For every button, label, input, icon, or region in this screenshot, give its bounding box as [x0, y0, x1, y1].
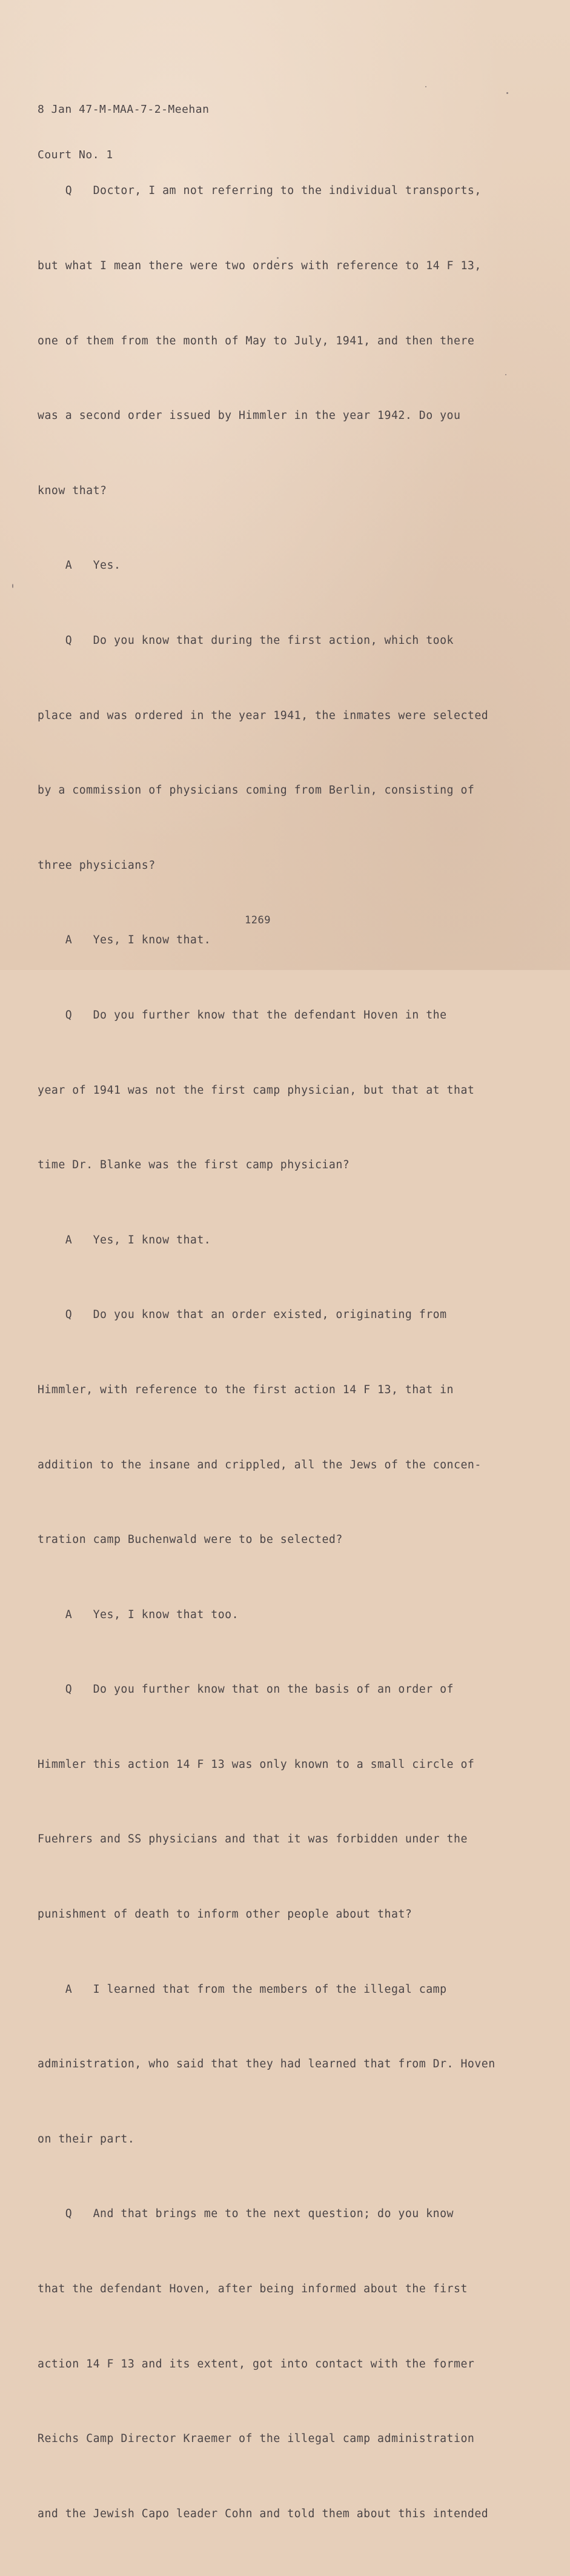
paper-speck	[506, 92, 508, 94]
transcript-line: action 14 F 13 and its extent, got into contact with the former	[38, 2357, 475, 2370]
transcript-line: know that?	[38, 484, 107, 497]
transcript-line: three physicians?	[38, 858, 156, 872]
transcript-line: Q And that brings me to the next question; do you know	[38, 2207, 454, 2221]
page-number: 1269	[245, 914, 271, 926]
transcript-line: tration camp Buchenwald were to be selected?	[38, 1533, 343, 1547]
transcript-line: that the defendant Hoven, after being informed about the first	[38, 2283, 468, 2296]
transcript-line: Q Do you know that an order existed, originating from	[38, 1308, 447, 1322]
transcript-line: A Yes, I know that.	[38, 1233, 211, 1246]
transcript-line: administration, who said that they had learned that from Dr. Hoven	[38, 2058, 495, 2071]
transcript-line: on their part.	[38, 2132, 135, 2146]
transcript-line: A Yes, I know that.	[38, 934, 211, 947]
transcript-line: one of them from the month of May to July, 1941, and then there	[38, 334, 475, 347]
transcript-line: Himmler this action 14 F 13 was only known to a small circle of	[38, 1758, 475, 1771]
transcript-line: Fuehrers and SS physicians and that it was forbidden under the	[38, 1833, 468, 1846]
transcript-line: time Dr. Blanke was the first camp physician?	[38, 1159, 350, 1172]
transcript-line: Reichs Camp Director Kraemer of the illegal camp administration	[38, 2432, 475, 2446]
paper-speck	[425, 86, 426, 87]
transcript-line: was a second order issued by Himmler in the year 1942. Do you	[38, 409, 461, 423]
transcript-line: A Yes.	[38, 559, 121, 572]
transcript-line: punishment of death to inform other people about that?	[38, 1908, 413, 1921]
transcript-line: and the Jewish Capo leader Cohn and told them about this intended	[38, 2507, 489, 2520]
paper-speck	[277, 257, 279, 259]
transcript-line: addition to the insane and crippled, all the Jews of the concen-	[38, 1458, 482, 1471]
header-court: Court No. 1	[38, 149, 113, 161]
transcript-line: year of 1941 was not the first camp physician, but that at that	[38, 1083, 475, 1097]
transcript-line: place and was ordered in the year 1941, the inmates were selected	[38, 709, 489, 722]
transcript-line: Q Do you further know that the defendant Hoven in the	[38, 1008, 447, 1022]
transcript-line: A I learned that from the members of the illegal camp	[38, 1982, 447, 1996]
transcript-line: Q Do you know that during the first action, which took	[38, 634, 454, 647]
header-reference: 8 Jan 47-M-MAA-7-2-Meehan	[38, 103, 210, 116]
transcript-line: Q Do you further know that on the basis of an order of	[38, 1683, 454, 1696]
transcript-body	[38, 129, 495, 2576]
transcript-line: Q Doctor, I am not referring to the individual transports,	[38, 184, 482, 198]
paper-speck	[505, 374, 506, 375]
transcript-line: by a commission of physicians coming from Berlin, consisting of	[38, 784, 475, 797]
paper-speck	[12, 584, 13, 588]
transcript-line: Himmler, with reference to the first action 14 F 13, that in	[38, 1383, 454, 1396]
transcript-line: but what I mean there were two orders with reference to 14 F 13,	[38, 259, 482, 272]
transcript-line: A Yes, I know that too.	[38, 1608, 239, 1621]
